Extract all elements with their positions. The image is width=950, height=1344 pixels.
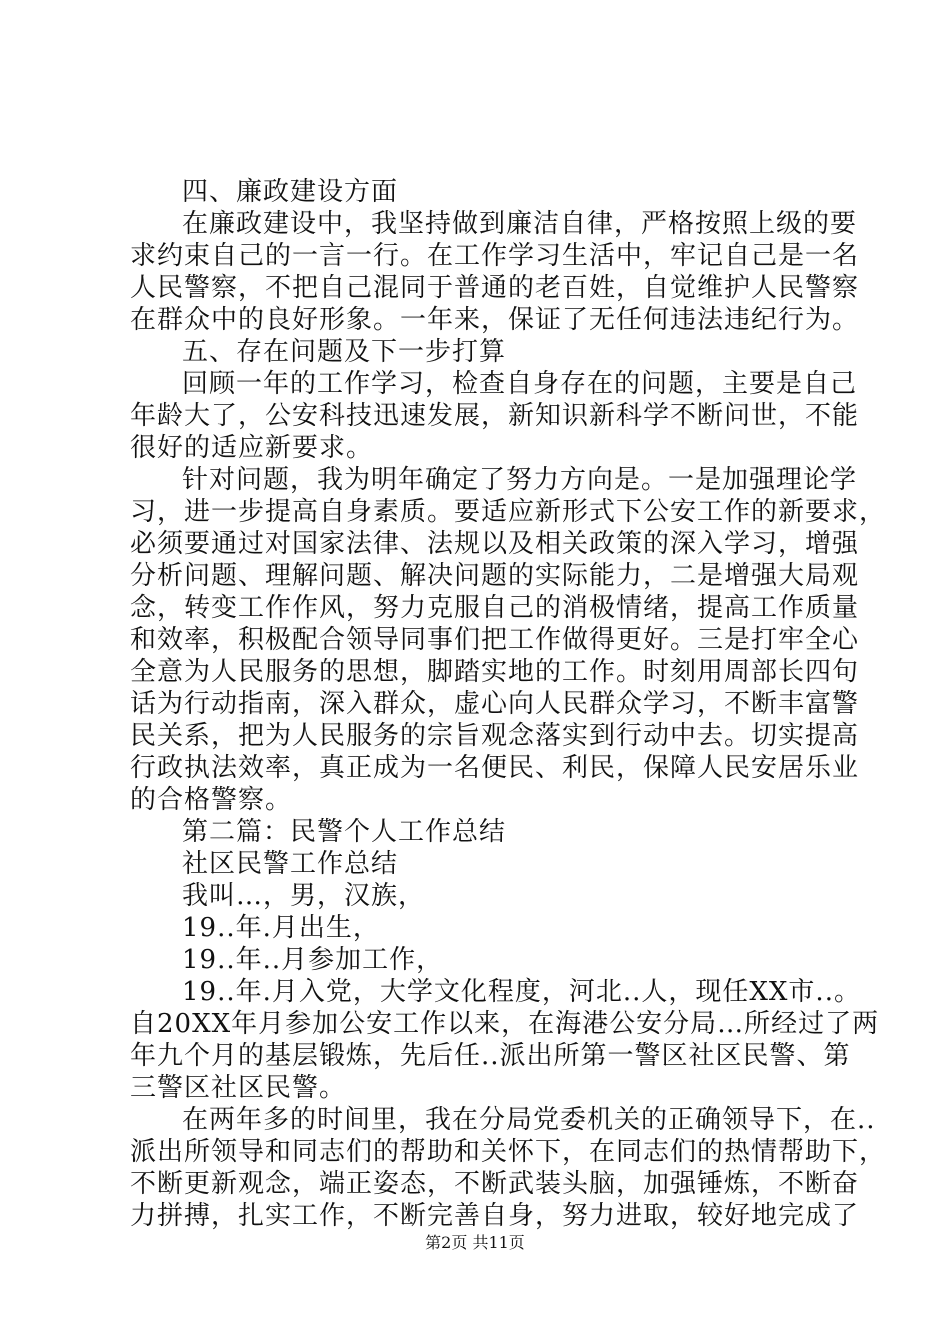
text-line: 19..年..月参加工作， (182, 945, 444, 975)
text-line: 的合格警察。 (130, 785, 293, 815)
text-line: 习，进一步提高自身素质。要适应新形式下公安工作的新要求， (130, 497, 887, 527)
text-line: 必须要通过对国家法律、法规以及相关政策的深入学习，增强 (130, 529, 860, 559)
text-line: 人民警察，不把自己混同于普通的老百姓，自觉维护人民警察 (130, 273, 860, 303)
document-body (130, 176, 887, 1232)
text-line: 在群众中的良好形象。一年来，保证了无任何违法违纪行为。 (130, 305, 860, 335)
text-line: 19..年.月出生， (182, 913, 380, 943)
text-line: 自20XX年月参加公安工作以来，在海港公安分局…所经过了两 (130, 1009, 880, 1039)
text-line: 分析问题、理解问题、解决问题的实际能力，二是增强大局观 (130, 561, 860, 591)
text-line: 念，转变工作作风，努力克服自己的消极情绪，提高工作质量 (130, 593, 860, 623)
text-line: 民关系，把为人民服务的宗旨观念落实到行动中去。切实提高 (130, 721, 860, 751)
text-line: 力拼搏，扎实工作，不断完善自身，努力进取，较好地完成了 (130, 1201, 860, 1231)
text-line: 行政执法效率，真正成为一名便民、利民，保障人民安居乐业 (130, 753, 860, 783)
text-line: 全意为人民服务的思想，脚踏实地的工作。时刻用周部长四句 (130, 657, 860, 687)
text-line: 回顾一年的工作学习，检查自身存在的问题，主要是自己 (182, 369, 858, 399)
text-line: 在廉政建设中，我坚持做到廉洁自律，严格按照上级的要 (182, 209, 858, 239)
page-number: 第2页 共11页 (425, 1233, 525, 1252)
text-line: 在两年多的时间里，我在分局党委机关的正确领导下，在.. (182, 1105, 876, 1135)
text-line: 针对问题，我为明年确定了努力方向是。一是加强理论学 (182, 465, 858, 495)
text-line: 19..年.月入党，大学文化程度，河北..人，现任XX市..。 (182, 977, 861, 1007)
text-line: 和效率，积极配合领导同事们把工作做得更好。三是打牢全心 (130, 625, 860, 655)
text-line: 不断更新观念，端正姿态，不断武装头脑，加强锤炼，不断奋 (130, 1169, 860, 1199)
text-line: 第二篇：民警个人工作总结 (182, 817, 507, 847)
text-line: 三警区社区民警。 (130, 1073, 347, 1103)
text-line: 派出所领导和同志们的帮助和关怀下，在同志们的热情帮助下， (130, 1137, 887, 1167)
text-line: 话为行动指南，深入群众，虚心向人民群众学习，不断丰富警 (130, 689, 860, 719)
text-line: 年龄大了，公安科技迅速发展，新知识新科学不断问世，不能 (130, 401, 860, 431)
text-line: 社区民警工作总结 (182, 849, 399, 879)
text-line: 我叫…，男，汉族， (182, 881, 426, 911)
text-line: 年九个月的基层锻炼，先后任..派出所第一警区社区民警、第 (130, 1041, 851, 1071)
text-line: 五、存在问题及下一步打算 (182, 337, 507, 367)
text-line: 求约束自己的一言一行。在工作学习生活中，牢记自己是一名 (130, 241, 860, 271)
text-line: 很好的适应新要求。 (130, 433, 374, 463)
page-footer (0, 1230, 950, 1253)
text-line: 四、廉政建设方面 (182, 177, 399, 207)
